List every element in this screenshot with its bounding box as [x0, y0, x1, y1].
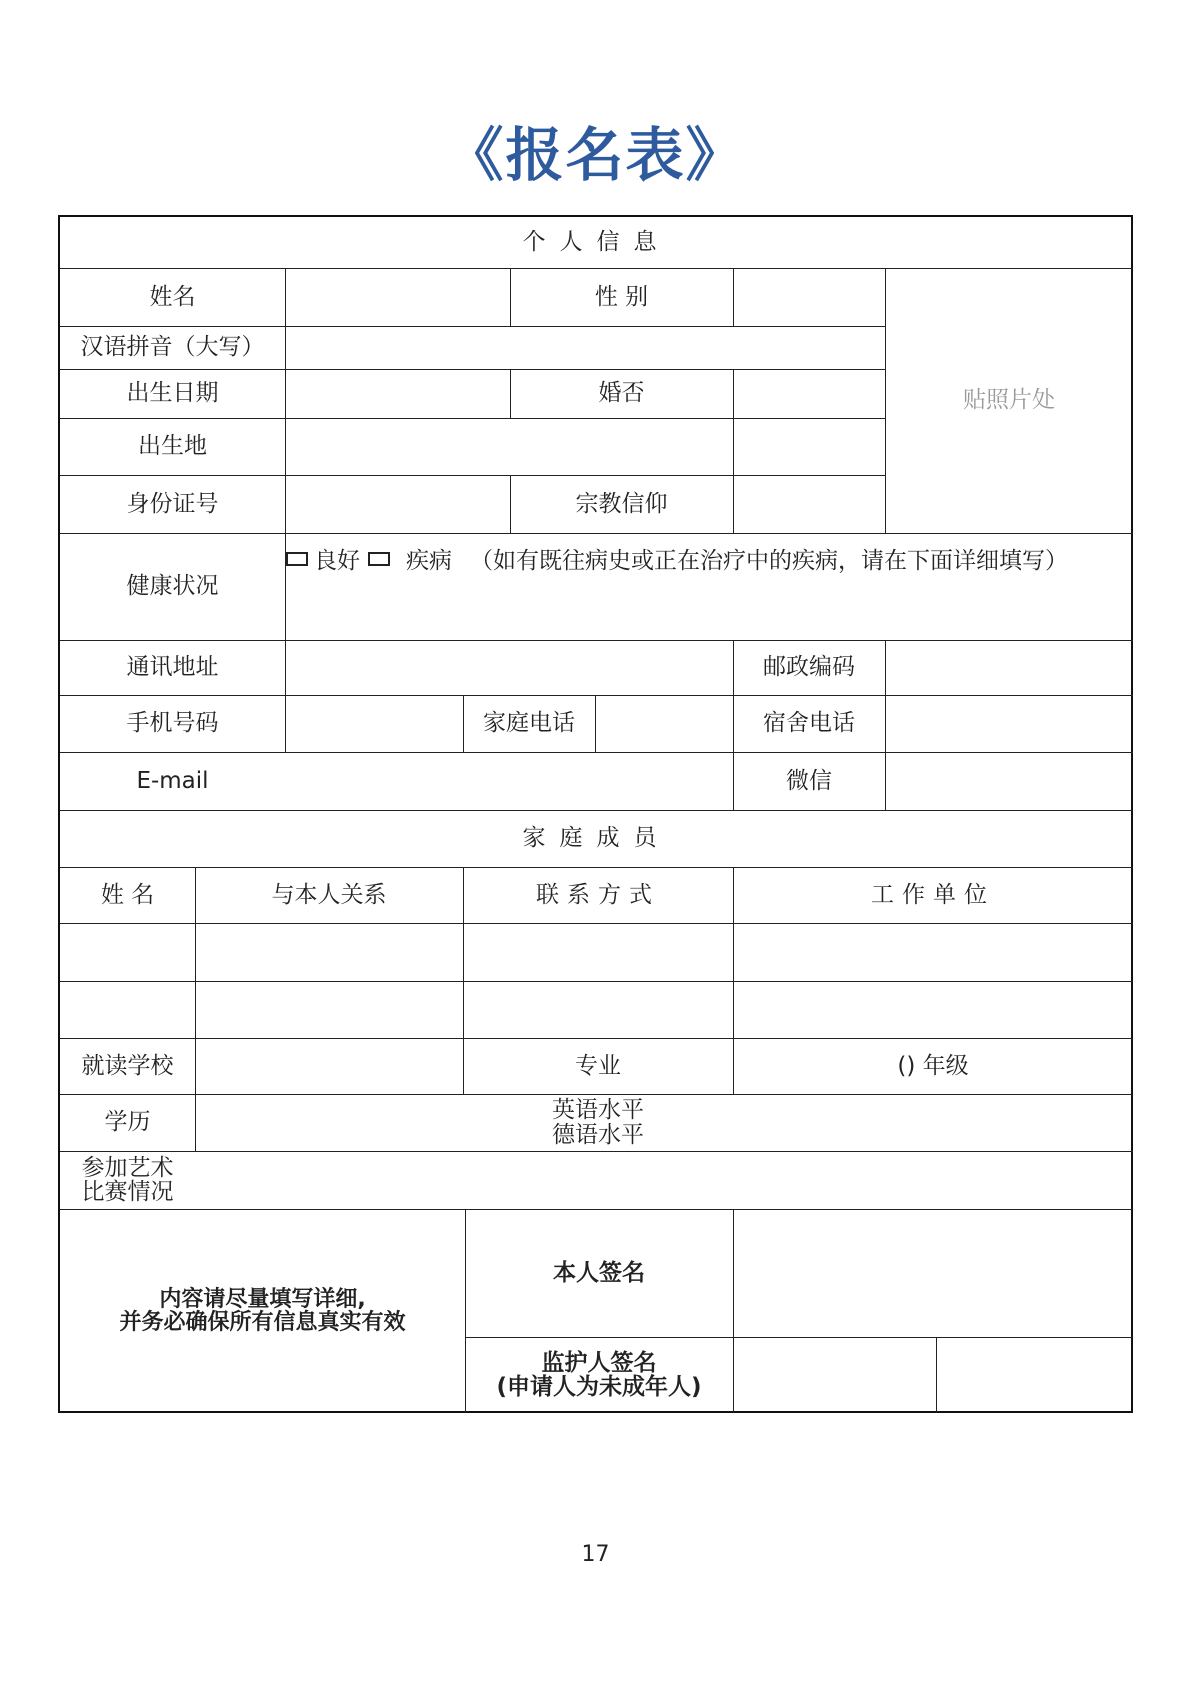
dorm-phone-label: 宿舍电话	[763, 710, 855, 737]
family-row-2-contact[interactable]	[463, 981, 733, 1038]
health-ill-checkbox[interactable]	[368, 552, 390, 566]
postcode-label: 邮政编码	[763, 654, 855, 681]
name-label: 姓名	[149, 283, 196, 310]
religion-label: 宗教信仰	[575, 490, 668, 517]
guardian-sign-field[interactable]	[733, 1337, 936, 1413]
health-label: 健康状况	[126, 573, 219, 600]
grade-label: () 年级	[897, 1052, 969, 1079]
english-level-label: 英语水平	[552, 1097, 644, 1124]
health-ill-label: 疾病	[406, 548, 452, 574]
family-row-1-relation[interactable]	[195, 923, 463, 981]
family-row-2-relation[interactable]	[195, 981, 463, 1038]
art-competition-label	[60, 1151, 195, 1209]
id-field[interactable]	[285, 475, 510, 533]
degree-field[interactable]	[195, 1094, 463, 1151]
photo-placeholder[interactable]: 贴照片处	[963, 387, 1055, 414]
birthplace-field[interactable]	[285, 418, 733, 475]
gender-label: 性 别	[594, 283, 649, 310]
marital-field[interactable]	[733, 369, 885, 418]
footer-note-line1: 内容请尽量填写详细,	[159, 1286, 366, 1312]
guardian-sign-label	[465, 1337, 733, 1413]
family-row-1-name[interactable]	[60, 923, 195, 981]
home-phone-field[interactable]	[595, 695, 733, 752]
dorm-phone-field[interactable]	[885, 695, 1133, 752]
family-row-1-work[interactable]	[733, 923, 1133, 981]
email-field[interactable]	[285, 752, 733, 810]
family-col-name: 姓 名	[100, 881, 155, 908]
family-row-1-contact[interactable]	[463, 923, 733, 981]
page-number: 17	[581, 1542, 610, 1567]
registration-form	[58, 215, 1133, 1413]
health-good-checkbox[interactable]	[286, 552, 308, 566]
email-label: E-mail	[136, 767, 209, 794]
page-title: 《报名表》	[445, 121, 746, 189]
self-sign-label: 本人签名	[553, 1259, 645, 1286]
gender-field[interactable]	[733, 268, 885, 326]
guardian-sign-date-field[interactable]	[936, 1337, 1133, 1413]
art-competition-field[interactable]	[195, 1151, 1133, 1209]
home-phone-label: 家庭电话	[483, 710, 575, 737]
family-row-2-name[interactable]	[60, 981, 195, 1038]
health-good-label: 良好	[314, 548, 360, 574]
address-field[interactable]	[285, 640, 733, 695]
mobile-field[interactable]	[285, 695, 463, 752]
birthdate-field[interactable]	[285, 369, 510, 418]
section-title-personal: 个人信息	[522, 229, 671, 256]
postcode-field[interactable]	[885, 640, 1133, 695]
wechat-label: 微信	[786, 767, 832, 794]
family-col-relation: 与本人关系	[271, 881, 387, 908]
art-label-line2: 比赛情况	[81, 1179, 174, 1205]
guardian-sign-label-text: 监护人签名	[541, 1349, 657, 1376]
language-labels	[463, 1094, 733, 1151]
mobile-label: 手机号码	[126, 710, 219, 737]
guardian-sign-note: (申请人为未成年人)	[496, 1374, 702, 1400]
wechat-field[interactable]	[885, 752, 1133, 810]
religion-field[interactable]	[733, 475, 885, 533]
school-label: 就读学校	[81, 1052, 174, 1079]
pinyin-label: 汉语拼音（大写）	[80, 334, 265, 361]
birthplace-label: 出生地	[138, 433, 207, 460]
art-label-line1: 参加艺术	[81, 1154, 174, 1181]
birthdate-label: 出生日期	[126, 380, 219, 407]
family-col-work: 工作单位	[871, 881, 995, 908]
major-label: 专业	[575, 1052, 621, 1079]
health-options	[286, 542, 1068, 575]
name-field[interactable]	[285, 268, 510, 326]
section-title-family: 家庭成员	[522, 825, 671, 852]
self-sign-field[interactable]	[733, 1209, 1133, 1337]
german-level-label: 德语水平	[552, 1121, 644, 1148]
language-level-field[interactable]	[733, 1094, 1133, 1151]
marital-label: 婚否	[598, 380, 645, 407]
family-row-2-work[interactable]	[733, 981, 1133, 1038]
school-field[interactable]	[195, 1038, 463, 1094]
address-label: 通讯地址	[126, 654, 219, 681]
footer-note-line2: 并务必确保所有信息真实有效	[119, 1310, 406, 1335]
id-label: 身份证号	[126, 490, 219, 517]
degree-label: 学历	[104, 1109, 151, 1136]
footer-note	[60, 1209, 465, 1413]
health-note: （如有既往病史或正在治疗中的疾病，请在下面详细填写）	[470, 548, 1068, 574]
pinyin-field[interactable]	[285, 326, 885, 369]
family-col-contact: 联系方式	[536, 881, 660, 908]
